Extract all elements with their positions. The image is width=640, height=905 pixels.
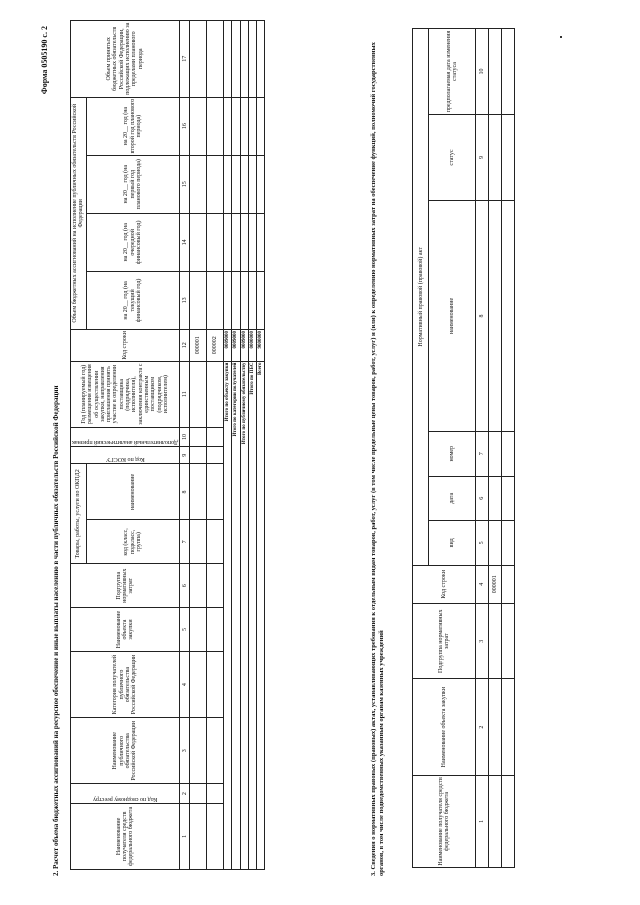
total-row: Итого по публичному обязательству 0009000	[240, 21, 248, 870]
t2-header-object: Наименование объекта закупки	[413, 679, 476, 775]
header-code-recipient: Код по сводному реестру	[71, 784, 180, 803]
col-num: 17	[180, 21, 190, 98]
header-public-obligation: Наименование публичного обязательства Российской Федерации	[71, 718, 180, 784]
t2-col-num: 10	[476, 29, 489, 115]
header-recipient: Наименование получателя средств федерального бюджета	[71, 803, 180, 869]
t2-col-num: 5	[476, 521, 489, 566]
header-okpd-group: Товары, работы, услуги по ОКПД2	[71, 464, 87, 564]
form-number: Форма 0505190 с. 2	[40, 26, 49, 95]
header-col16: на 20__ год (на второй год планового периода)	[86, 97, 180, 155]
t2-row-code: 000001	[489, 565, 502, 603]
t2-header-number: номер	[429, 431, 476, 476]
row-code-cell: 000001	[190, 329, 207, 361]
col-num: 9	[180, 447, 190, 464]
t2-header-recipient: Наименование получателя средств федерального бюджета	[413, 775, 476, 867]
col-num: 5	[180, 608, 190, 652]
section-3-title: 3. Сведения о нормативных правовых (правовых) актах, устанавливающих требования к отдельным видам товаров, работ, услуг (в том числе предельные цены товаров, работ, услуг) и (или) к определению нормативных затрат на обеспечение функций, полномочий государственных органов, в том числе подведомственных указанным органам казенных учреждений	[370, 42, 385, 876]
t2-header-status-date: предполагаемая дата изменения статуса	[429, 29, 476, 115]
header-additional: Дополнительный аналитический признак	[71, 427, 180, 446]
col-num: 6	[180, 564, 190, 608]
header-category: Категория получателей публичного обязательства Российской Федерации	[71, 651, 180, 717]
header-col13: на 20__ год (на текущий финансовый год)	[86, 271, 180, 329]
col-num: 16	[180, 97, 190, 155]
t2-col-num: 4	[476, 565, 489, 603]
table-row	[190, 21, 207, 870]
budget-allocation-table	[70, 20, 265, 870]
row-code-cell: 000002	[207, 329, 224, 361]
header-okpd-code: код (класс, подкласс, группа)	[86, 520, 180, 564]
col-num: 13	[180, 271, 190, 329]
col-num: 10	[180, 427, 190, 446]
t2-col-num: 7	[476, 431, 489, 476]
t2-col-num: 3	[476, 603, 489, 679]
t2-header-row-code: Код строки	[413, 565, 476, 603]
t2-header-kind: вид	[429, 521, 476, 566]
table-row	[489, 29, 502, 868]
header-okpd-name: наименование	[86, 464, 180, 520]
t2-col-num: 6	[476, 476, 489, 521]
table-row	[502, 29, 515, 868]
header-object: Наименование объекта закупки	[71, 608, 180, 652]
col-num: 11	[180, 361, 190, 427]
t2-header-name: наименование	[429, 201, 476, 432]
total-row: Итого по ПБС 0000000	[248, 21, 256, 870]
col-num: 1	[180, 803, 190, 869]
header-col17: Объем принятых бюджетных обязательств Российской Федерации, подлежащих исполнению за пределами планового периода	[71, 21, 180, 98]
t2-header-status: статус	[429, 115, 476, 201]
header-col14: на 20__ год (на очередной финансовый год)	[86, 213, 180, 271]
col-num: 2	[180, 784, 190, 803]
col-num: 7	[180, 520, 190, 564]
t2-header-act-group: Нормативный правовой (правовой) акт	[413, 29, 429, 566]
header-year: Год (планируемый год) размещения извещения об осуществлении закупки, направления приглашения принять участие в определении поставщика (подрядчика, исполнителя), заключения контракта с единственным поставщиком (подрядчиком, исполнителем)	[71, 361, 180, 427]
header-subgroup: Подгруппа нормативных затрат	[71, 564, 180, 608]
section-2-title: 2. Расчет объема бюджетных ассигнований на ресурсное обеспечение и иные выплаты населению в части публичных обязательств Российской Федерации	[52, 385, 60, 876]
header-budget-group: Объем бюджетных ассигнований на исполнение публичных обязательств Российской Федерации	[71, 97, 87, 329]
t2-header-date: дата	[429, 476, 476, 521]
col-num: 12	[180, 329, 190, 361]
col-num: 14	[180, 213, 190, 271]
t2-col-num: 1	[476, 775, 489, 867]
header-kosgu: Код по КОСГУ	[71, 447, 180, 464]
total-row: Всего 9000000	[257, 21, 265, 870]
t2-col-num: 8	[476, 201, 489, 432]
total-row: Итого по категории получателей 0009000	[232, 21, 240, 870]
col-num: 4	[180, 651, 190, 717]
scan-dot	[560, 36, 562, 38]
t2-header-subgroup: Подгруппа нормативных затрат	[413, 603, 476, 679]
header-col15: на 20__ год (на первый год планового периода)	[86, 155, 180, 213]
col-num: 15	[180, 155, 190, 213]
rotated-page	[40, 18, 640, 878]
table-row	[207, 21, 224, 870]
t2-col-num: 2	[476, 679, 489, 775]
t2-col-num: 9	[476, 115, 489, 201]
header-row-code: Код строки	[71, 329, 180, 361]
normative-acts-table	[412, 28, 515, 868]
col-num: 3	[180, 718, 190, 784]
total-row: Итого по объекту закупки 0009000	[224, 21, 232, 870]
col-num: 8	[180, 464, 190, 520]
